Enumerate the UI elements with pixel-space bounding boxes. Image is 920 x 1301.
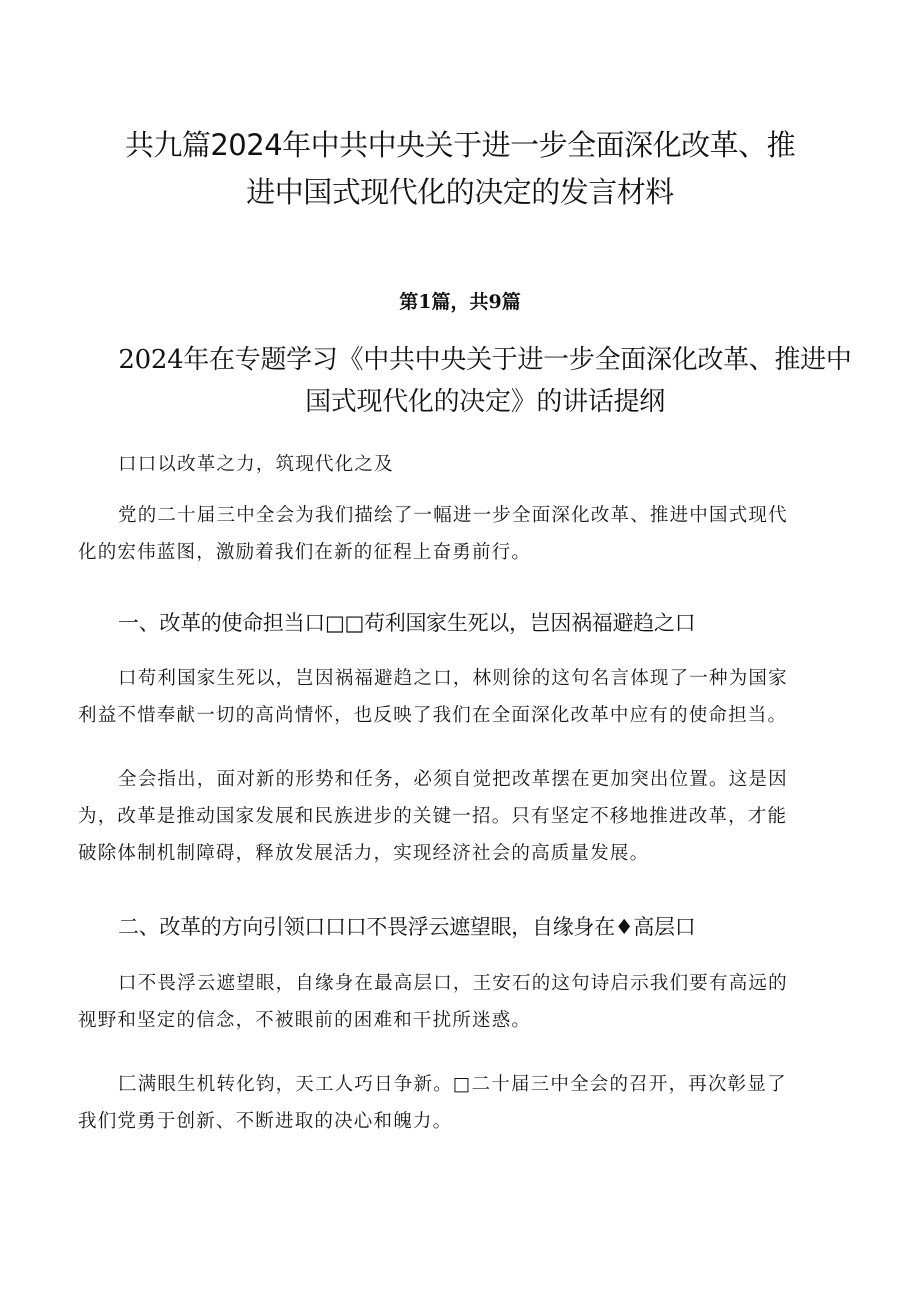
- speech-subtitle: [100, 339, 870, 423]
- title-line: 共九篇2024年中共中央关于进一步全面深化改革、推: [124, 128, 796, 162]
- subtitle-line: 国式现代化的决定》的讲话提纲: [305, 387, 665, 417]
- paragraph-line: 为，改革是推动国家发展和民族进步的关键一招。只有坚定不移地推进改革，才能: [78, 806, 788, 827]
- document-title: [60, 122, 860, 216]
- subtitle-line: 2024年在专题学习《中共中央关于进一步全面深化改革、推进中: [118, 345, 852, 375]
- paragraph-line: 我们党勇于创新、不断进取的决心和魄力。: [78, 1111, 453, 1132]
- paragraph-line: 破除体制机制障碍，释放发展活力，实现经济社会的高质量发展。: [78, 843, 650, 864]
- title-line: 进中国式现代化的决定的发言材料: [246, 175, 674, 209]
- intro-line: [78, 446, 860, 483]
- part-label: 第1篇，共9篇: [399, 291, 521, 313]
- paragraph-line: 视野和坚定的信念，不被眼前的困难和干扰所迷惑。: [78, 1010, 532, 1031]
- paragraph-line: 全会指出，面对新的形势和任务，必须自觉把改革摆在更加突出位置。这是因: [118, 769, 788, 790]
- paragraph-2: [78, 660, 860, 734]
- paragraph-line: 口不畏浮云遮望眼，自缘身在最高层口，王安石的这句诗启示我们要有高远的: [118, 973, 788, 994]
- paragraph-line: 党的二十届三中全会为我们描绘了一幅进一步全面深化改革、推进中国式现代: [118, 505, 788, 526]
- paragraph-5: [78, 1066, 860, 1140]
- paragraph-line: 化的宏伟蓝图，激励着我们在新的征程上奋勇前行。: [78, 542, 532, 563]
- paragraph-1: [78, 497, 860, 571]
- paragraph-line: 口苟利国家生死以，岂因祸福避趋之口，林则徐的这句名言体现了一种为国家: [118, 668, 788, 689]
- paragraph-line: 利益不惜奉献一切的高尚情怀，也反映了我们在全面深化改革中应有的使命担当。: [78, 705, 788, 726]
- intro-text: 口口以改革之力，筑现代化之及: [118, 454, 394, 475]
- paragraph-4: [78, 965, 860, 1039]
- paragraph-3: [78, 761, 860, 872]
- section-heading-2: 二、改革的方向引领口口口不畏浮云遮望眼，自缘身在♦高层口: [118, 915, 696, 939]
- section-heading-1: 一、改革的使命担当口□□苟利国家生死以，岂因祸福避趋之口: [118, 611, 696, 635]
- paragraph-line: 匚满眼生机转化钧，天工人巧日争新。□二十届三中全会的召开，再次彰显了: [118, 1074, 787, 1095]
